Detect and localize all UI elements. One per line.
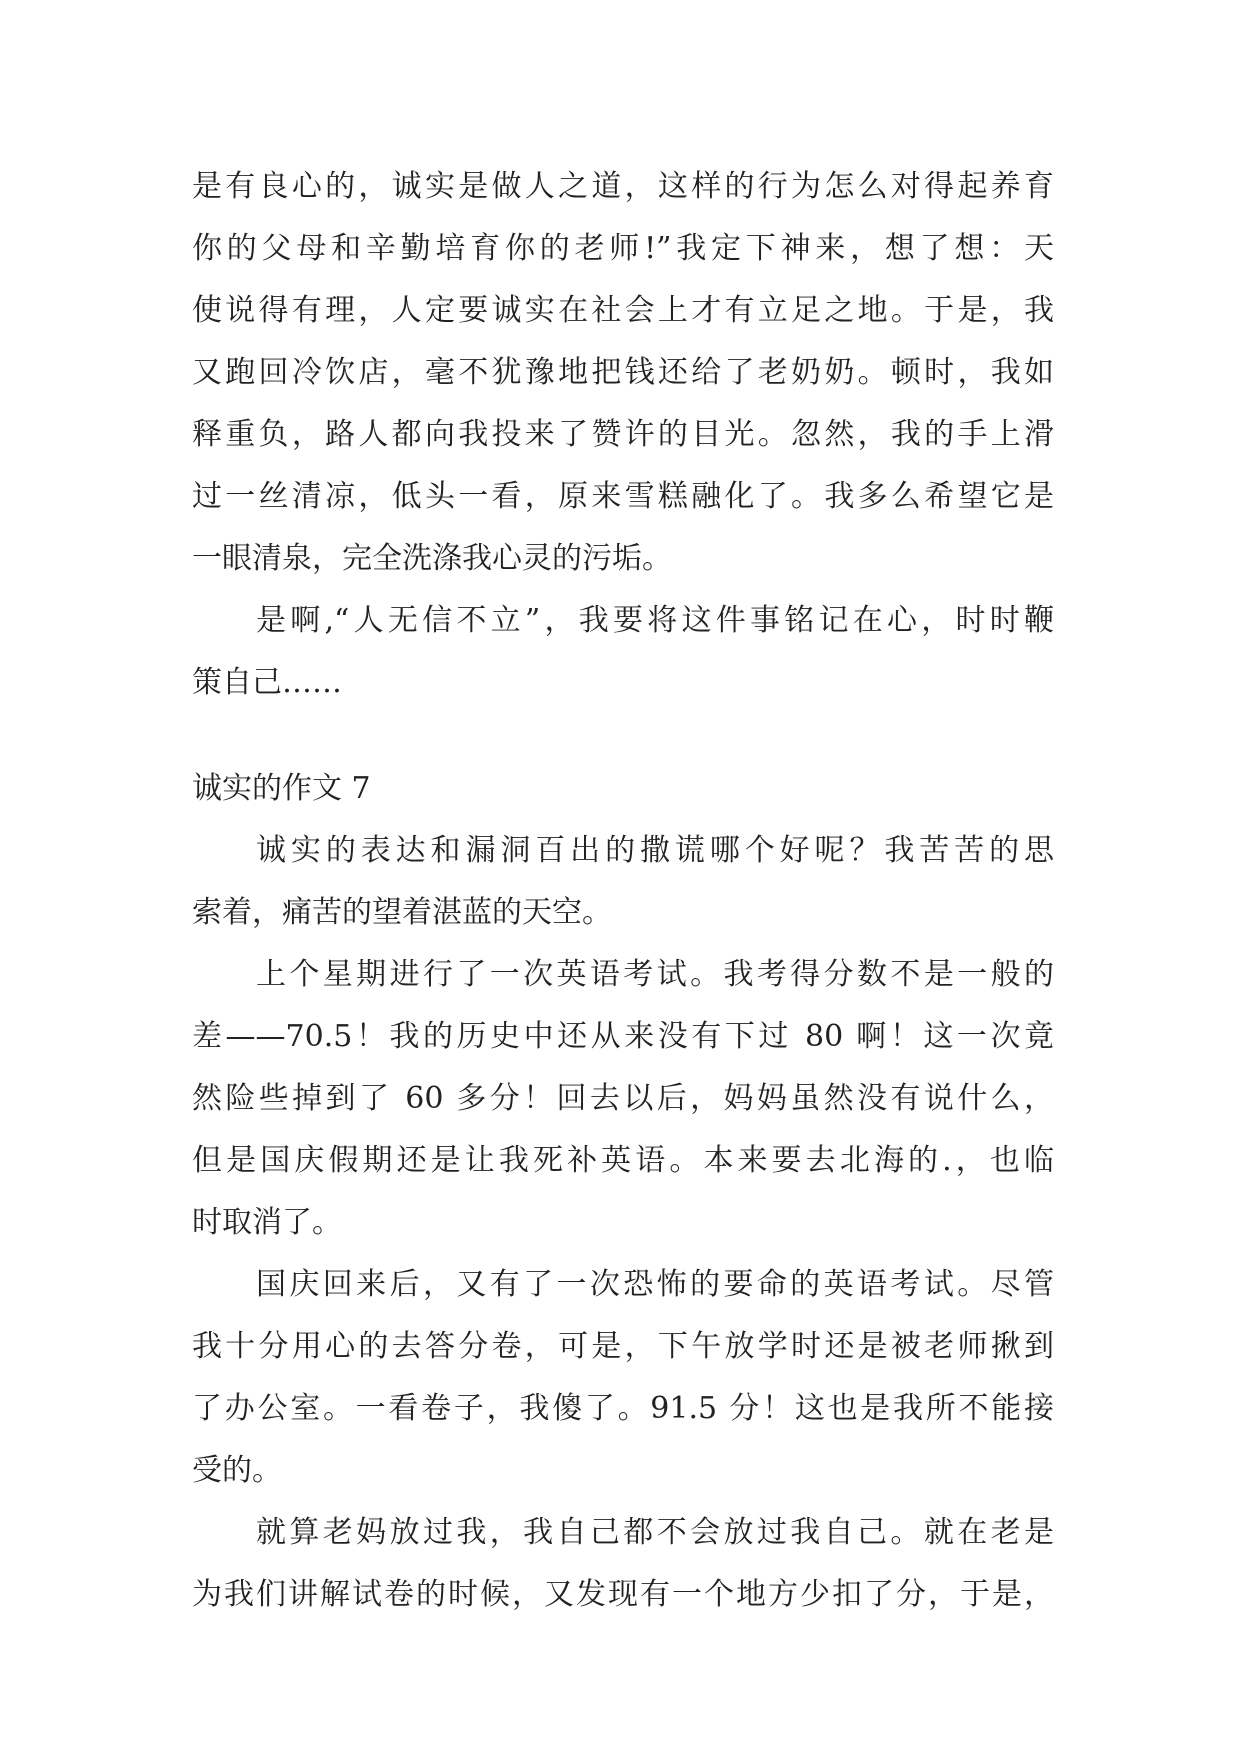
text-line: 诚实的表达和漏洞百出的撒谎哪个好呢？我苦苦的思: [256, 833, 1054, 868]
text-line: 是有良心的，诚实是做人之道，这样的行为怎么对得起养育: [192, 169, 1054, 204]
text-line: 然险些掉到了 60 多分！回去以后，妈妈虽然没有说什么，: [192, 1081, 1054, 1116]
text-line: 国庆回来后，又有了一次恐怖的要命的英语考试。尽管: [256, 1267, 1054, 1302]
text-line: 为我们讲解试卷的时候，又发现有一个地方少扣了分，于是，: [192, 1577, 1054, 1612]
paragraph-2: [192, 590, 1054, 714]
text-line: 差——70.5！我的历史中还从来没有下过 80 啊！这一次竟: [192, 1019, 1054, 1054]
text-line: 过一丝清凉，低头一看，原来雪糕融化了。我多么希望它是: [192, 479, 1054, 514]
text-line: 你的父母和辛勤培育你的老师!”我定下神来，想了想：天: [192, 231, 1054, 266]
document-page: [192, 156, 1054, 1626]
text-line: 了办公室。一看卷子，我傻了。91.5 分！这也是我所不能接: [192, 1391, 1054, 1426]
paragraph-3: [192, 820, 1054, 944]
text-line: 就算老妈放过我，我自己都不会放过我自己。就在老是: [256, 1515, 1054, 1550]
text-line: 索着，痛苦的望着湛蓝的天空。: [192, 895, 612, 930]
section-heading: 诚实的作文 7: [192, 771, 371, 806]
text-line: 上个星期进行了一次英语考试。我考得分数不是一般的: [256, 957, 1054, 992]
text-line: 策自己……: [192, 665, 342, 700]
text-line: 又跑回冷饮店，毫不犹豫地把钱还给了老奶奶。顿时，我如: [192, 355, 1054, 390]
text-line: 受的。: [192, 1453, 282, 1488]
text-line: 一眼清泉，完全洗涤我心灵的污垢。: [192, 541, 672, 576]
text-line: 是啊,“人无信不立”，我要将这件事铭记在心，时时鞭: [256, 603, 1054, 638]
text-line: 时取消了。: [192, 1205, 342, 1240]
paragraph-6: [192, 1502, 1054, 1626]
text-line: 但是国庆假期还是让我死补英语。本来要去北海的.，也临: [192, 1143, 1054, 1178]
section-gap: [192, 714, 1054, 758]
text-line: 我十分用心的去答分卷，可是，下午放学时还是被老师揪到: [192, 1329, 1054, 1364]
paragraph-5: [192, 1254, 1054, 1502]
text-line: 使说得有理，人定要诚实在社会上才有立足之地。于是，我: [192, 293, 1054, 328]
paragraph-4: [192, 944, 1054, 1254]
paragraph-1: [192, 156, 1054, 590]
text-line: 释重负，路人都向我投来了赞许的目光。忽然，我的手上滑: [192, 417, 1054, 452]
